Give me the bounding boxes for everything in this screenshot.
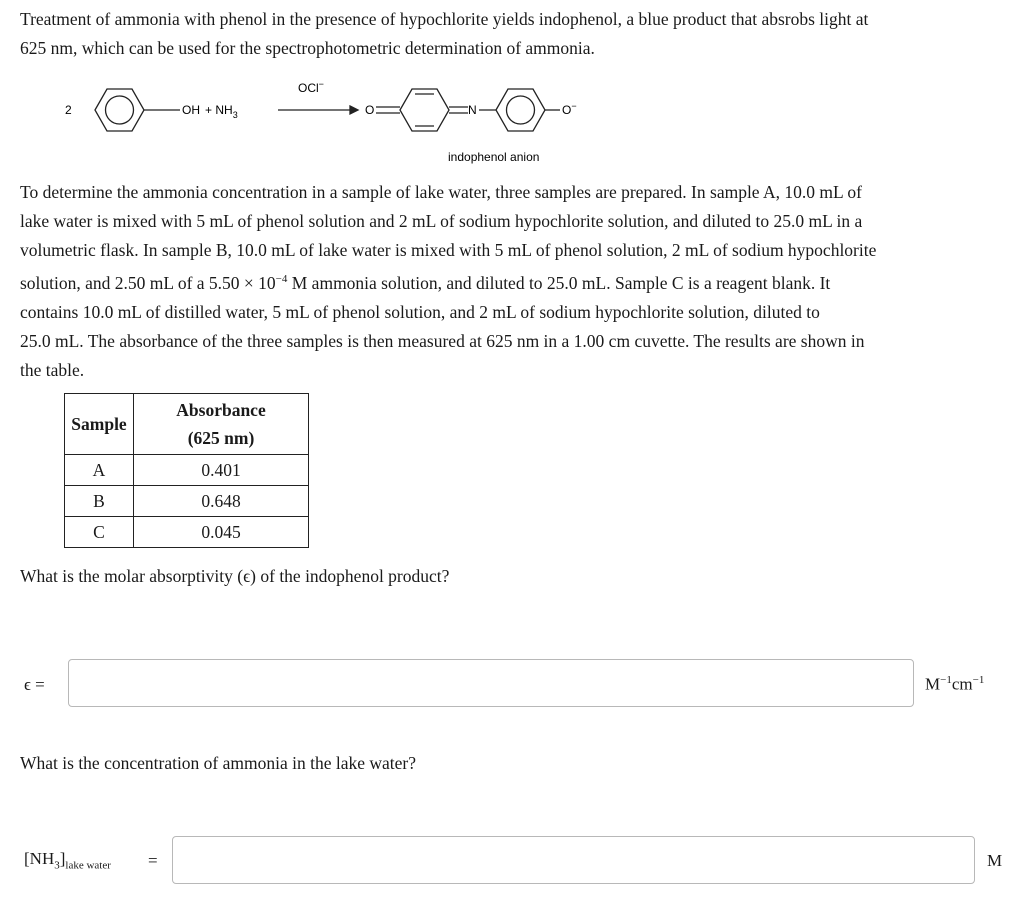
- exponent: −4: [275, 273, 288, 285]
- phenoxide-ring: [479, 89, 560, 131]
- header-wavelength-line: (625 nm): [187, 428, 255, 448]
- question-molar-absorptivity: What is the molar absorptivity (ϵ) of the indophenol product?: [20, 566, 450, 586]
- procedure-line: the table.: [20, 359, 85, 380]
- intro-line: 625 nm, which can be used for the spectrophotometric determination of ammonia.: [20, 38, 595, 58]
- procedure-paragraph: [20, 178, 1010, 385]
- equals-sign: =: [148, 851, 158, 870]
- scheme-ketone-o: O: [365, 103, 375, 117]
- sample-cell: B: [65, 486, 134, 517]
- scheme-imine-n: N: [468, 103, 477, 117]
- scheme-plus-nh3: + $NH_3$: [205, 103, 238, 120]
- absorbance-table: [64, 393, 309, 548]
- header-absorbance-line: Absorbance: [176, 400, 266, 420]
- scheme-phenoxide-o: O−: [562, 101, 577, 117]
- intro-paragraph: [20, 5, 1010, 63]
- scheme-coefficient: 2: [65, 103, 72, 117]
- molar-absorptivity-unit: $M^{-1}cm^{-1}$: [925, 674, 985, 694]
- question-ammonia-concentration: What is the concentration of ammonia in the lake water?: [20, 753, 417, 773]
- absorbance-cell: 0.648: [134, 486, 309, 517]
- phenol-ring: [95, 89, 180, 131]
- absorbance-cell: 0.401: [134, 455, 309, 486]
- sample-cell: A: [65, 455, 134, 486]
- table-row: [65, 455, 309, 486]
- quinone-ring: [376, 89, 468, 131]
- product-name-label: indophenol anion: [448, 150, 540, 164]
- intro-line: Treatment of ammonia with phenol in the presence of hypochlorite yields indophenol, a blue product that absrobs light at: [20, 9, 869, 29]
- reaction-arrow: [278, 106, 358, 114]
- procedure-line: contains 10.0 mL of distilled water, 5 mL of phenol solution, and 2 mL of sodium hypochlorite solution, diluted to: [20, 301, 820, 322]
- table-row: [65, 517, 309, 548]
- scheme-oh: OH: [182, 103, 200, 117]
- procedure-line: solution, and 2.50 mL of a 5.50 × 10: [20, 272, 276, 293]
- table-row: [65, 486, 309, 517]
- absorbance-cell: 0.045: [134, 517, 309, 548]
- procedure-line: 25.0 mL. The absorbance of the three samples is then measured at 625 nm in a 1.00 cm cuvette. The results are shown in: [20, 330, 865, 351]
- scheme-reagent: OCl−: [298, 79, 324, 95]
- procedure-line: To determine the ammonia concentration in a sample of lake water, three samples are prepared. In sample A, 10.0 mL of: [20, 182, 862, 202]
- ammonia-concentration-label: $[NH_3]_{lake water}$: [24, 849, 111, 872]
- reaction-scheme: [60, 74, 620, 170]
- procedure-line: M ammonia solution, and diluted to 25.0 mL. Sample C is a reagent blank. It: [287, 272, 831, 293]
- ammonia-concentration-input[interactable]: [172, 836, 975, 884]
- header-sample: Sample: [65, 394, 134, 455]
- header-absorbance: [134, 394, 309, 455]
- table-header-row: [65, 394, 309, 455]
- epsilon-label: ϵ =: [24, 675, 45, 694]
- molar-absorptivity-input[interactable]: [68, 659, 914, 707]
- ammonia-concentration-unit: M: [987, 851, 1003, 870]
- procedure-line: volumetric flask. In sample B, 10.0 mL of lake water is mixed with 5 mL of phenol solution, 2 mL of sodium hypochlorite: [20, 240, 877, 260]
- sample-cell: C: [65, 517, 134, 548]
- procedure-line: lake water is mixed with 5 mL of phenol solution and 2 mL of sodium hypochlorite solution, and diluted to 25.0 mL in a: [20, 211, 863, 231]
